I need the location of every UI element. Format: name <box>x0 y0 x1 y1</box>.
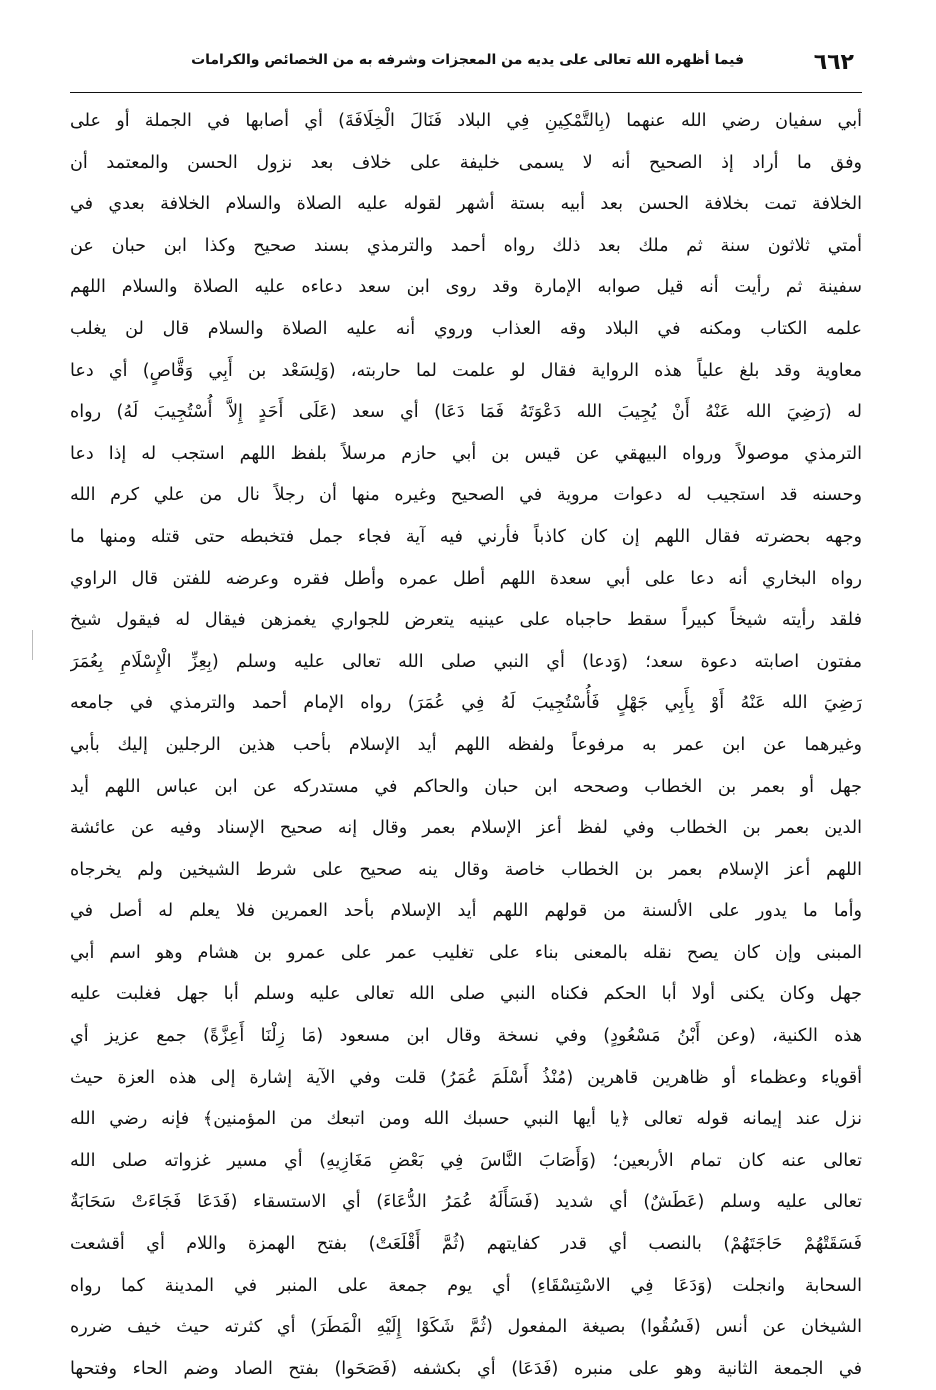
text-line: فَسَقَتْهُمْ حَاجَتَهُمْ) بالنصب أي قدر كفايتهم (ثُمَّ أَقْلَعَتْ) بفتح الهمزة واللام أي أقشعت <box>70 1234 862 1255</box>
text-line: الشيخان عن أنس (فَسُقُوا) بصيغة المفعول (ثُمَّ شَكَوْا إِلَيْهِ الْمَطَرَ) أي كثرته حيث خيف ضرره <box>70 1317 862 1338</box>
text-line: هذه الكنية، (وعن أَبْنُ مَسْعُودٍ) وفي نسخة وقال ابن مسعود (مَا زِلْنَا أَعِزَّةً) جمع عزيز أي <box>70 1026 862 1047</box>
text-line: فلقد رأيته شيخاً كبيراً سقط حاجباه على عينيه يتعرض للجواري يغمزهن فيقال له فيقول شيخ <box>70 610 862 631</box>
text-line: أمتي ثلاثون سنة ثم ملك بعد ذلك رواه أحمد والترمذي بسند صحيح وكذا ابن حبان عن <box>70 235 862 256</box>
text-line: تعالى عليه وسلم (عَطَشٌ) أي شديد (فَسَأَلَهُ عُمَرُ الدُّعَاءَ) أي الاستسقاء (فَدَعَا فَجَاءَتْ سَحَابَةٌ <box>70 1192 862 1213</box>
text-line: المبنى وإن كان يصح نقله بالمعنى بناء على تغليب عمر على عمرو بن هشام وهو اسم أبي <box>70 942 862 963</box>
text-line: جهل وكان يكنى أولا أبا الحكم فكناه النبي صلى الله تعالى عليه وسلم أبا جهل فغلبت عليه <box>70 984 862 1005</box>
body-text <box>70 101 862 1390</box>
text-line: الخلافة تمت بخلافة الحسن بعد أبيه بستة أشهر لقوله عليه الصلاة والسلام الخلافة بعدي في <box>70 194 862 215</box>
running-header <box>70 40 862 93</box>
text-line: وفق ما أراد إذ الصحيح أنه لا يسمى خليفة على خلاف بعد نزول الحسن والمعتمد أن <box>70 152 862 173</box>
text-line: الدين بعمر بن الخطاب وفي لفظ أعز الإسلام بعمر وقال إنه صحيح الإسناد وفيه عن عائشة <box>70 818 862 839</box>
text-line: علمه الكتاب ومكنه في البلاد وقه العذاب وروي أنه عليه الصلاة والسلام قال لن يغلب <box>70 318 862 339</box>
text-line: جهل أو بعمر بن الخطاب وصححه ابن حبان والحاكم في مستدركه عن ابن عباس اللهم أيد <box>70 776 862 797</box>
text-line: رَضِيَ الله عَنْهُ أَوْ بِأَبِي جَهْلٍ فَأُسْتُجِيبَ لَهُ فِي عُمَرَ) رواه الإمام أحمد والترمذي في جامعه <box>70 693 862 714</box>
text-line: له (رَضِيَ الله عَنْهُ أَنْ يُجِيبَ الله دَعْوَتَهُ فَمَا دَعَا) أي سعد (عَلَى أَحَدٍ إِلاَّ أُسْتُجِيبَ لَهُ) رواه <box>70 402 862 423</box>
text-line: مفتون اصابته دعوة سعد؛ (وَدعا) أي النبي صلى الله تعالى عليه وسلم (بِعِزِّ الْإِسْلَامِ بِعُمَرَ <box>70 651 862 672</box>
text-line: في الجمعة الثانية وهو على منبره (فَدَعَا) أي بكشفه (فَصَحَوا) بفتح الصاد وضم الحاء وفتحها <box>70 1358 862 1379</box>
running-title: فيما أظهره الله تعالى على يديه من المعجزات وشرفه به من الخصائص والكرامات <box>191 52 744 68</box>
text-line: وجهه بحضرته فقال اللهم إن كان كاذباً فأرني فيه آية فجاء جمل فتخبطه حتى قتله ومنها ما <box>70 526 862 547</box>
text-line: السحابة وانجلت (وَدَعَا فِي الاسْتِسْقَاءِ) أي يوم جمعة على المنبر في المدينة كما رواه <box>70 1275 862 1296</box>
text-line: وأما ما يدور على الألسنة من قولهم اللهم أيد الإسلام بأحد العمرين فلا يعلم له أصل في <box>70 901 862 922</box>
text-line: تعالى عنه كان تمام الأربعين؛ (وَأَصَابَ النَّاسَ فِي بَعْضِ مَغَازِيهِ) أي مسير غزواته صلى الله <box>70 1150 862 1171</box>
margin-pencil-mark <box>32 630 33 660</box>
text-line: وحسنه قد استجيب له دعوات مروية في الصحيح وغيره منها أن رجلاً نال من علي كرم الله <box>70 485 862 506</box>
text-line: الترمذي موصولاً ورواه البيهقي عن قيس بن أبي حازم مرسلاً بلفظ اللهم استجب له إذا دعا <box>70 443 862 464</box>
text-line: وغيرهما عن ابن عمر به مرفوعاً ولفظه اللهم أيد الإسلام بأحب هذين الرجلين إليك بأبي <box>70 734 862 755</box>
text-line: أقوياء وعظماء أو ظاهرين قاهرين (مُنْذُ أَسْلَمَ عُمَرُ) قلت وفي الآية إشارة إلى هذه العزة حيث <box>70 1067 862 1088</box>
text-line: رواه البخاري أنه دعا على أبي سعدة اللهم أطل عمره وأطل فقره وعرضه للفتن قال الراوي <box>70 568 862 589</box>
page-number: ٦٦٢ <box>813 50 854 75</box>
text-line: سفينة ثم رأيت أنه قيل صوابه الإمارة وقد روى ابن سعد دعاءه عليه الصلاة والسلام اللهم <box>70 277 862 298</box>
text-line: اللهم أعز الإسلام بعمر بن الخطاب خاصة وقال ينه صحيح على شرط الشيخين ولم يخرجاه <box>70 859 862 880</box>
text-line: نزل عند إيمانه قوله تعالى ﴿يا أيها النبي حسبك الله ومن اتبعك من المؤمنين﴾ فإنه رضي الله <box>70 1109 862 1130</box>
book-page <box>70 40 862 1379</box>
text-line: معاوية وقد بلغ علياً هذه الرواية فقال لو علمت لما حاربته، (وَلِسَعْد بن أَبِي وَقَّاصٍ) أي دعا <box>70 360 862 381</box>
text-line: أبي سفيان رضي الله عنهما (بِالتَّمْكِينِ فِي البلاد فَنَالَ الْخِلَافَةَ) أي أصابها في الجملة أو على <box>70 111 862 131</box>
